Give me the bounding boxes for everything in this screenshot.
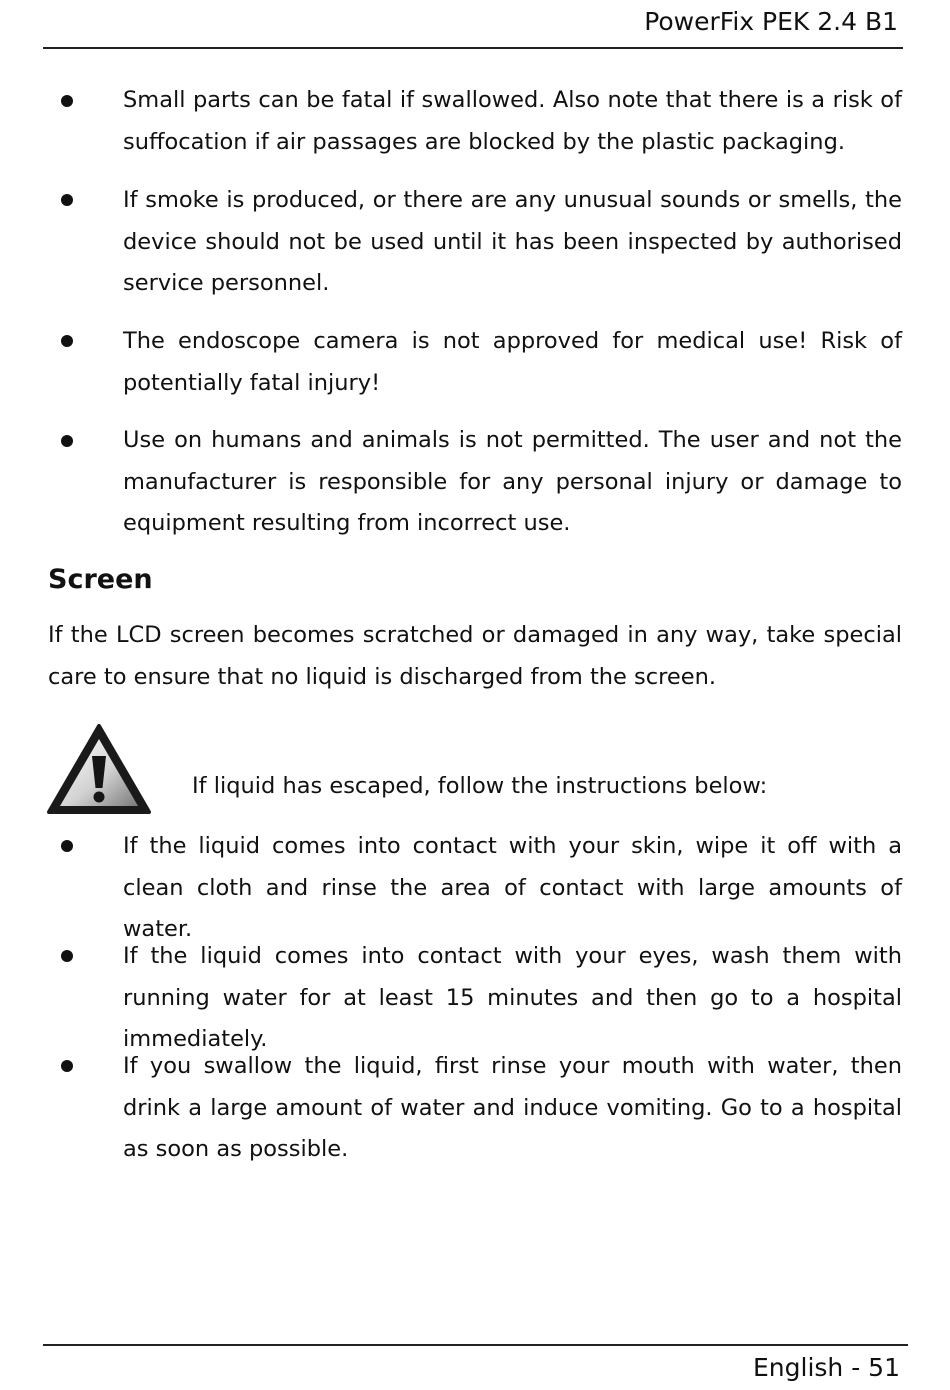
bullet-dot xyxy=(61,1060,73,1072)
bullet-dot xyxy=(61,435,73,447)
warning-text: If liquid has escaped, follow the instructions below: xyxy=(192,773,768,799)
bullet-dot xyxy=(61,95,73,107)
bullet-dot xyxy=(61,335,73,347)
page-number: English - 51 xyxy=(753,1353,900,1382)
list-item-text: Small parts can be fatal if swallowed. Also note that there is a risk of suffocation if air passages are blocked by the plastic packaging. xyxy=(123,87,902,155)
screen-paragraph: If the LCD screen becomes scratched or damaged in any way, take special care to ensure that no liquid is discharged from the screen. xyxy=(48,622,902,690)
list-item-text: If the liquid comes into contact with your skin, wipe it off with a clean cloth and rinse the area of contact with large amounts of water. xyxy=(123,833,902,942)
list-item-text: If you swallow the liquid, first rinse your mouth with water, then drink a large amount of water and induce vomiting. Go to a hospital as soon as possible. xyxy=(123,1053,902,1162)
section-heading-screen: Screen xyxy=(48,564,153,595)
bullet-dot xyxy=(61,840,73,852)
bullet-dot xyxy=(61,950,73,962)
header-divider xyxy=(43,47,903,49)
list-item-text: If smoke is produced, or there are any unusual sounds or smells, the device should not be used until it has been inspected by authorised service personnel. xyxy=(123,187,902,296)
header-title: PowerFix PEK 2.4 B1 xyxy=(644,7,898,36)
list-item-text: The endoscope camera is not approved for medical use! Risk of potentially fatal injury! xyxy=(123,328,902,396)
list-item-text: If the liquid comes into contact with your eyes, wash them with running water for at least 15 minutes and then go to a hospital immediately. xyxy=(123,943,902,1052)
warning-triangle-icon xyxy=(46,723,152,815)
list-item-text: Use on humans and animals is not permitted. The user and not the manufacturer is responsible for any personal injury or damage to equipment resulting from incorrect use. xyxy=(123,427,902,536)
footer-divider xyxy=(43,1344,908,1346)
bullet-dot xyxy=(61,194,73,206)
